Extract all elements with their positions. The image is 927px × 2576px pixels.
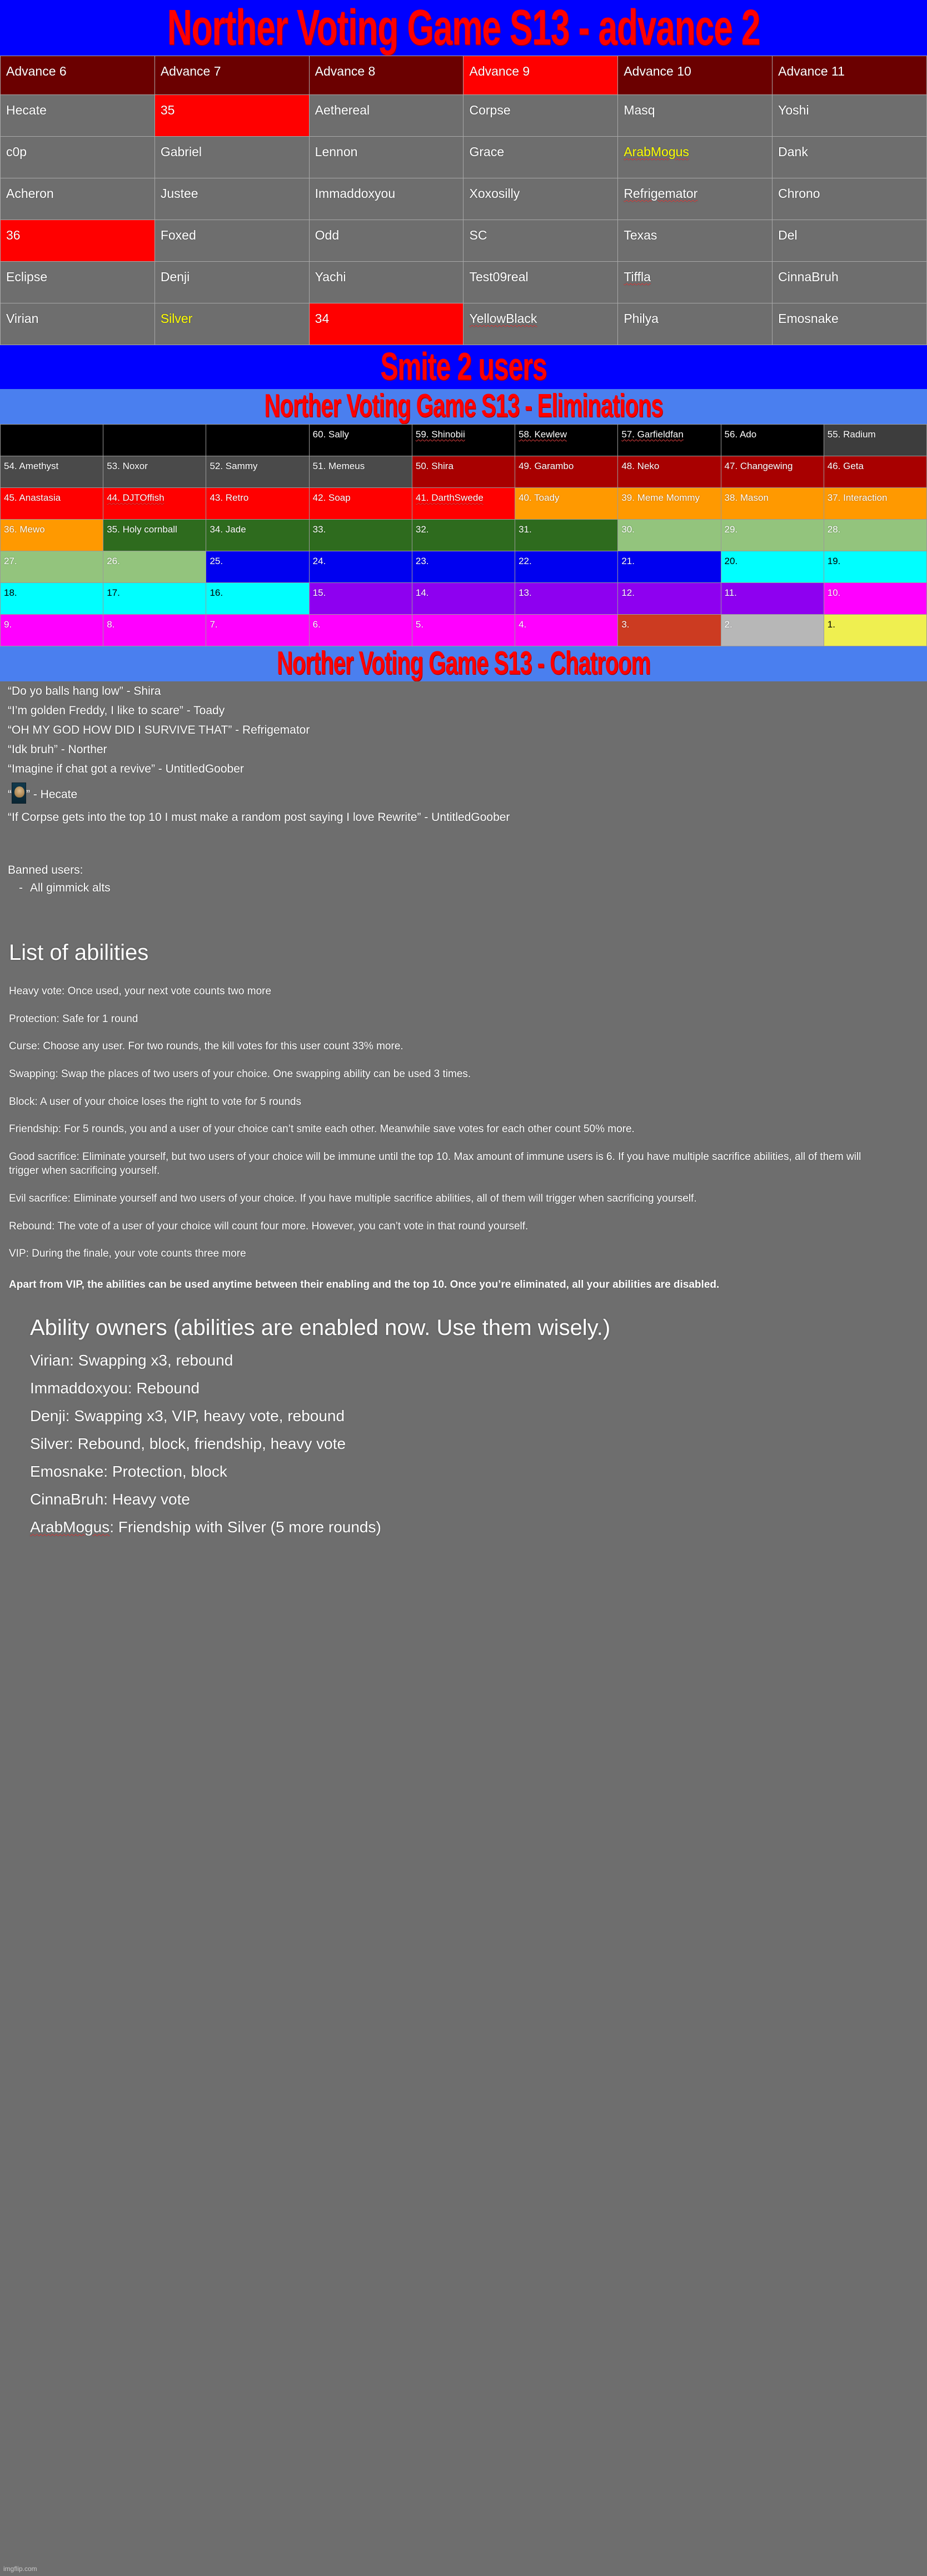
advance-column-header-label: Advance 10 [624, 64, 691, 78]
elimination-cell-label: 42. Soap [312, 492, 351, 503]
elimination-cell-label: 7. [210, 619, 218, 630]
elimination-cell-label: 3. [621, 619, 630, 630]
advance-cell-label: ArabMogus [624, 145, 689, 159]
advance-column-header-label: Advance 9 [469, 64, 530, 78]
advance-cell-label: Grace [469, 145, 505, 159]
ability-owner-item: Denji: Swapping x3, VIP, heavy vote, rebound [30, 1407, 345, 1424]
elimination-cell [206, 520, 309, 551]
elimination-cell [412, 488, 515, 520]
ability-item: Protection: Safe for 1 round [9, 1013, 138, 1025]
advance-cell-label: c0p [6, 145, 27, 159]
advance-cell [309, 262, 464, 303]
advance-cell [1, 95, 155, 137]
elimination-cell-label: 45. Anastasia [4, 492, 61, 503]
elimination-cell [103, 488, 206, 520]
advance-cell [772, 303, 927, 345]
elimination-cell [824, 583, 926, 615]
advance-cell-label: Test09real [469, 270, 529, 284]
elimination-cell [1, 520, 103, 551]
elimination-cell-label: 22. [519, 556, 532, 566]
advance-cell-label: Del [778, 228, 798, 242]
elimination-cell [309, 520, 412, 551]
elimination-cell-label: 41. DarthSwede [415, 492, 484, 503]
ability-owner-item: Silver: Rebound, block, friendship, heavy vote [30, 1434, 346, 1452]
cat-image-icon [12, 783, 26, 804]
chatroom-section [0, 681, 927, 897]
elimination-cell-label: 25. [210, 556, 223, 566]
advance-cell [1, 303, 155, 345]
banned-users-heading: Banned users: [8, 864, 83, 876]
elimination-cell-label: 46. Geta [827, 461, 864, 471]
advance-cell-label: Philya [624, 311, 659, 326]
elimination-cell-label: 35. Holy cornball [107, 524, 177, 535]
advance-table-row [1, 137, 927, 178]
elimination-cell [412, 456, 515, 488]
eliminations-grid-body [1, 425, 927, 646]
elimination-cell [206, 615, 309, 646]
advance-cell-label: Lennon [315, 145, 358, 159]
elimination-cell-label: 17. [107, 587, 120, 598]
advance-column-header-label: Advance 6 [6, 64, 67, 78]
advance-cell [1, 137, 155, 178]
elimination-cell-label: 48. Neko [621, 461, 660, 471]
elimination-cell [618, 551, 721, 583]
advance-cell [618, 303, 772, 345]
advance-cell-label: CinnaBruh [778, 270, 839, 284]
advance-column-header [309, 56, 464, 95]
ability-owners-title: Ability owners (abilities are enabled now. Use them wisely.) [30, 1315, 611, 1340]
ability-item: Friendship: For 5 rounds, you and a user of your choice can’t smite each other. Meanwhile save votes for each other count 50% more. [9, 1123, 635, 1135]
elimination-cell-label: 26. [107, 556, 120, 566]
ability-item: VIP: During the finale, your vote counts three more [9, 1248, 246, 1260]
advance-cell [309, 95, 464, 137]
elimination-cell-label: 53. Noxor [107, 461, 148, 471]
advance-table [0, 56, 927, 345]
advance-table-row [1, 178, 927, 220]
elimination-cell-label: 59. Shinobii [415, 429, 465, 440]
elimination-cell [1, 615, 103, 646]
smite-banner [0, 345, 927, 389]
elimination-cell [515, 520, 618, 551]
elimination-cell-label: 58. Kewlew [519, 429, 567, 440]
advance-cell-label: Yoshi [778, 103, 809, 117]
chat-spacer [7, 827, 920, 860]
elimination-cell [824, 488, 926, 520]
chat-line [7, 779, 920, 808]
elimination-cell [618, 456, 721, 488]
advance-column-header [464, 56, 618, 95]
advance-cell-label: Xoxosilly [469, 186, 520, 201]
elimination-cell [309, 488, 412, 520]
elimination-cell [721, 488, 824, 520]
advance-cell [464, 137, 618, 178]
advance-cell-label: Justee [160, 186, 198, 201]
elimination-cell [618, 488, 721, 520]
ability-owner-item: CinnaBruh: Heavy vote [30, 1490, 190, 1508]
advance-column-header [618, 56, 772, 95]
advance-cell [1, 178, 155, 220]
elimination-cell [515, 488, 618, 520]
advance-cell-label: Tiffla [624, 270, 651, 284]
advance-cell-label: YellowBlack [469, 311, 537, 326]
advance-cell-label: Silver [160, 311, 193, 326]
elimination-cell [824, 520, 926, 551]
advance-cell-label: 35 [160, 103, 175, 117]
advance-cell [154, 220, 309, 262]
advance-cell [464, 303, 618, 345]
chat-lines [7, 681, 920, 827]
advance-table-row [1, 303, 927, 345]
elimination-cell-label: 8. [107, 619, 115, 630]
elimination-cell [103, 520, 206, 551]
advance-banner [0, 0, 927, 56]
advance-table-row [1, 95, 927, 137]
advance-table-header-row [1, 56, 927, 95]
advance-cell [464, 178, 618, 220]
advance-table-row [1, 220, 927, 262]
chat-line: “If Corpse gets into the top 10 I must make a random post saying I love Rewrite” - UntitledGoober [8, 811, 510, 824]
advance-cell [309, 137, 464, 178]
elimination-cell [515, 551, 618, 583]
elimination-cell [1, 425, 103, 456]
elimination-cell-label: 54. Amethyst [4, 461, 59, 471]
advance-column-header [1, 56, 155, 95]
chat-line: “Do yo balls hang low” - Shira [8, 685, 161, 697]
advance-cell [618, 137, 772, 178]
eliminations-row [1, 615, 927, 646]
elimination-cell-label: 52. Sammy [210, 461, 258, 471]
elimination-cell [824, 551, 926, 583]
advance-cell [464, 220, 618, 262]
elimination-cell [309, 615, 412, 646]
elimination-cell-label: 33. [312, 524, 326, 535]
elimination-cell [515, 583, 618, 615]
elimination-cell [309, 456, 412, 488]
elimination-cell-label: 1. [827, 619, 835, 630]
elimination-cell [721, 615, 824, 646]
elimination-cell [103, 425, 206, 456]
abilities-spacer [7, 897, 920, 930]
advance-cell [772, 95, 927, 137]
watermark: imgflip.com [3, 2565, 37, 2573]
elimination-cell [824, 456, 926, 488]
ability-item: Heavy vote: Once used, your next vote counts two more [9, 985, 272, 997]
elimination-cell [1, 488, 103, 520]
elimination-cell [309, 425, 412, 456]
advance-cell-label: SC [469, 228, 487, 242]
advance-column-header-label: Advance 11 [778, 64, 845, 78]
elimination-cell [412, 551, 515, 583]
elimination-cell [618, 425, 721, 456]
advance-cell [772, 137, 927, 178]
elimination-cell-label: 9. [4, 619, 12, 630]
elimination-cell [206, 551, 309, 583]
advance-banner-title: Norther Voting Game S13 - advance 2 [167, 0, 760, 56]
smite-banner-title: Smite 2 users [380, 346, 547, 388]
chat-line: “I’m golden Freddy, I like to scare” - Toady [8, 704, 225, 717]
elimination-cell-label: 21. [621, 556, 635, 566]
elimination-cell-label: 44. DJTOffish [107, 492, 165, 503]
elimination-cell-label: 2. [724, 619, 732, 630]
abilities-list [7, 978, 920, 1268]
advance-cell [154, 137, 309, 178]
advance-cell-label: Chrono [778, 186, 820, 201]
advance-cell-label: Foxed [160, 228, 196, 242]
elimination-cell [103, 583, 206, 615]
advance-cell [154, 303, 309, 345]
advance-cell-label: 34 [315, 311, 330, 326]
elimination-cell-label: 55. Radium [827, 429, 876, 440]
ability-owner-detail: : Friendship with Silver (5 more rounds) [109, 1518, 381, 1536]
advance-cell [618, 262, 772, 303]
eliminations-banner-title: Norther Voting Game S13 - Eliminations [264, 389, 663, 424]
advance-cell-label: Dank [778, 145, 808, 159]
eliminations-row [1, 583, 927, 615]
abilities-title: List of abilities [9, 940, 149, 965]
elimination-cell-label: 37. Interaction [827, 492, 888, 503]
elimination-cell-label: 16. [210, 587, 223, 598]
advance-cell [772, 262, 927, 303]
advance-cell [154, 178, 309, 220]
advance-cell-label: Hecate [6, 103, 47, 117]
ability-owner-item: Virian: Swapping x3, rebound [30, 1351, 233, 1369]
advance-cell [1, 262, 155, 303]
elimination-cell [515, 456, 618, 488]
advance-table-body [1, 56, 927, 345]
chat-line: “Imagine if chat got a revive” - UntitledGoober [8, 763, 244, 775]
ability-owner-item: Immaddoxyou: Rebound [30, 1379, 200, 1397]
ability-owners-list [7, 1347, 920, 1541]
elimination-cell [103, 456, 206, 488]
elimination-cell [309, 551, 412, 583]
elimination-cell-label: 11. [724, 587, 737, 598]
ability-item: Good sacrifice: Eliminate yourself, but two users of your choice will be immune until the top 10. Max amount of immune users is 6. If you have multiple sacrifice abilities, all of them will trigger when sacrificing yourself. [9, 1150, 861, 1177]
advance-column-header [772, 56, 927, 95]
elimination-cell [618, 583, 721, 615]
elimination-cell-label: 13. [519, 587, 532, 598]
elimination-cell-label: 28. [827, 524, 841, 535]
advance-cell-label: Texas [624, 228, 657, 242]
elimination-cell [721, 520, 824, 551]
elimination-cell [206, 425, 309, 456]
eliminations-row [1, 488, 927, 520]
advance-cell-label: Odd [315, 228, 340, 242]
elimination-cell-label: 40. Toady [519, 492, 560, 503]
elimination-cell-label: 30. [621, 524, 635, 535]
elimination-cell-label: 6. [312, 619, 321, 630]
elimination-cell [206, 488, 309, 520]
elimination-cell-label: 27. [4, 556, 17, 566]
elimination-cell [412, 425, 515, 456]
elimination-cell [309, 583, 412, 615]
elimination-cell-label: 18. [4, 587, 17, 598]
advance-cell-label: 36 [6, 228, 21, 242]
elimination-cell-label: 23. [415, 556, 429, 566]
eliminations-row [1, 551, 927, 583]
advance-cell-label: Masq [624, 103, 655, 117]
ability-item: Curse: Choose any user. For two rounds, the kill votes for this user count 33% more. [9, 1040, 403, 1053]
elimination-cell-label: 31. [519, 524, 532, 535]
elimination-cell [412, 615, 515, 646]
advance-cell-label: Virian [6, 311, 39, 326]
advance-cell [1, 220, 155, 262]
chatroom-banner-title: Norther Voting Game S13 - Chatroom [276, 646, 650, 681]
advance-cell [154, 262, 309, 303]
elimination-cell [824, 425, 926, 456]
elimination-cell-label: 34. Jade [210, 524, 246, 535]
chat-line-text: ” - Hecate [26, 788, 78, 801]
banned-user-item: - All gimmick alts [7, 879, 920, 897]
advance-cell [309, 178, 464, 220]
advance-cell [618, 95, 772, 137]
elimination-cell-label: 47. Changewing [724, 461, 793, 471]
elimination-cell [618, 615, 721, 646]
elimination-cell-label: 51. Memeus [312, 461, 365, 471]
advance-cell-label: Refrigemator [624, 186, 698, 201]
eliminations-grid [0, 424, 927, 646]
ability-item: Swapping: Swap the places of two users of your choice. One swapping ability can be used 3 times. [9, 1068, 471, 1080]
elimination-cell [824, 615, 926, 646]
advance-cell [618, 178, 772, 220]
elimination-cell [103, 551, 206, 583]
elimination-cell-label: 20. [724, 556, 738, 566]
elimination-cell-label: 10. [827, 587, 841, 598]
elimination-cell-label: 56. Ado [724, 429, 757, 440]
elimination-cell-label: 36. Mewo [4, 524, 45, 535]
elimination-cell [206, 456, 309, 488]
elimination-cell-label: 32. [415, 524, 429, 535]
elimination-cell-label: 24. [312, 556, 326, 566]
advance-column-header-label: Advance 8 [315, 64, 376, 78]
advance-cell-label: Aethereal [315, 103, 370, 117]
chatroom-banner [0, 646, 927, 681]
advance-cell [772, 178, 927, 220]
advance-column-header [154, 56, 309, 95]
elimination-cell-label: 39. Meme Mommy [621, 492, 700, 503]
elimination-cell-label: 4. [519, 619, 527, 630]
elimination-cell-label: 14. [415, 587, 429, 598]
elimination-cell [515, 615, 618, 646]
elimination-cell-label: 50. Shira [415, 461, 453, 471]
elimination-cell [721, 425, 824, 456]
advance-cell-label: Denji [160, 270, 190, 284]
elimination-cell [721, 551, 824, 583]
elimination-cell [721, 583, 824, 615]
ability-owner-item [7, 1513, 920, 1541]
advance-column-header-label: Advance 7 [160, 64, 221, 78]
advance-cell [464, 95, 618, 137]
elimination-cell-label: 5. [415, 619, 424, 630]
eliminations-row [1, 456, 927, 488]
elimination-cell [1, 583, 103, 615]
elimination-cell [1, 456, 103, 488]
advance-cell [464, 262, 618, 303]
elimination-cell [1, 551, 103, 583]
advance-cell-label: Acheron [6, 186, 54, 201]
elimination-cell [515, 425, 618, 456]
advance-cell [618, 220, 772, 262]
ability-item: Block: A user of your choice loses the right to vote for 5 rounds [9, 1095, 301, 1108]
advance-cell-label: Immaddoxyou [315, 186, 396, 201]
abilities-section [0, 897, 927, 1298]
elimination-cell [412, 583, 515, 615]
elimination-cell-label: 29. [724, 524, 738, 535]
ability-owners-section [0, 1298, 927, 1541]
eliminations-row [1, 425, 927, 456]
elimination-cell [618, 520, 721, 551]
advance-table-row [1, 262, 927, 303]
advance-cell [154, 95, 309, 137]
elimination-cell-label: 38. Mason [724, 492, 769, 503]
advance-cell [309, 220, 464, 262]
elimination-cell-label: 15. [312, 587, 326, 598]
elimination-cell-label: 12. [621, 587, 635, 598]
advance-cell [772, 220, 927, 262]
elimination-cell [206, 583, 309, 615]
advance-cell [309, 303, 464, 345]
advance-cell-label: Eclipse [6, 270, 48, 284]
chat-quote-open: “ [8, 788, 12, 801]
abilities-note: Apart from VIP, the abilities can be used anytime between their enabling and the top 10. Once you’re eliminated, all your abilities are disabled. [9, 1279, 720, 1291]
elimination-cell [721, 456, 824, 488]
advance-cell-label: Gabriel [160, 145, 202, 159]
elimination-cell [103, 615, 206, 646]
banned-users-list [7, 879, 920, 897]
chat-line: “Idk bruh” - Norther [8, 743, 107, 756]
elimination-cell-label: 57. Garfieldfan [621, 429, 684, 440]
advance-cell-label: Emosnake [778, 311, 839, 326]
eliminations-row [1, 520, 927, 551]
ability-item: Evil sacrifice: Eliminate yourself and two users of your choice. If you have multiple sacrifice abilities, all of them will trigger when sacrificing yourself. [9, 1193, 697, 1205]
eliminations-banner [0, 389, 927, 424]
elimination-cell-label: 19. [827, 556, 841, 566]
advance-cell-label: Yachi [315, 270, 346, 284]
ability-owner-item: Emosnake: Protection, block [30, 1462, 227, 1480]
ability-owner-name: ArabMogus [30, 1518, 110, 1536]
advance-cell-label: Corpse [469, 103, 511, 117]
ability-item: Rebound: The vote of a user of your choice will count four more. However, you can’t vote in that round yourself. [9, 1220, 529, 1232]
elimination-cell-label: 49. Garambo [519, 461, 574, 471]
elimination-cell-label: 43. Retro [210, 492, 249, 503]
elimination-cell [412, 520, 515, 551]
chat-line: “OH MY GOD HOW DID I SURVIVE THAT” - Refrigemator [8, 724, 310, 736]
elimination-cell-label: 60. Sally [312, 429, 349, 440]
